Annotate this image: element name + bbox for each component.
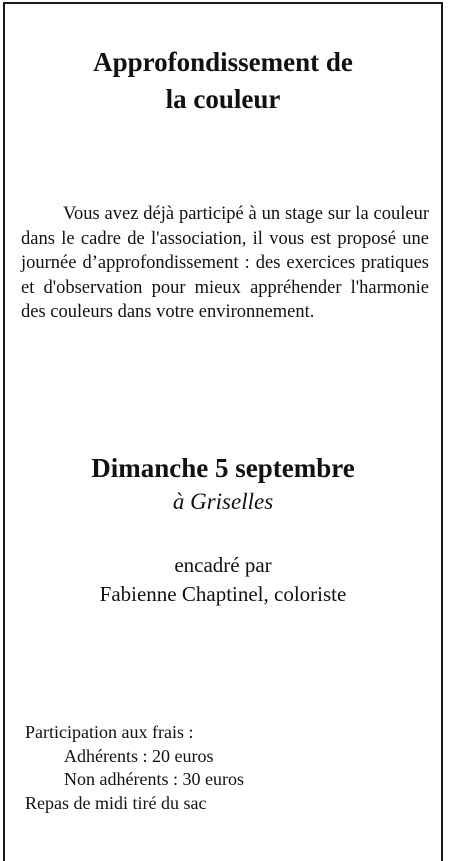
supervisor-name: Fabienne Chaptinel, coloriste bbox=[99, 582, 347, 606]
supervised-by-label: encadré par bbox=[174, 553, 272, 577]
event-date: Dimanche 5 septembre bbox=[91, 453, 355, 483]
page-title bbox=[5, 44, 441, 118]
fee-members: Adhérents : 20 euros bbox=[64, 745, 214, 766]
title-line-1: Approfondissement de bbox=[93, 47, 353, 77]
intro-paragraph: Vous avez déjà participé à un stage sur la couleur dans le cadre de l'association, il vous est proposé une journée d’approfondissement : des exercices pratiques et d'observation pour mieux appréhender l'harmonie des couleurs dans votre environnement. bbox=[21, 204, 429, 322]
fee-non-members: Non adhérents : 30 euros bbox=[64, 769, 244, 789]
event-place: à Griselles bbox=[172, 489, 274, 514]
lunch-note: Repas de midi tiré du sac bbox=[25, 792, 207, 813]
flyer-frame bbox=[3, 2, 443, 861]
title-line-2: la couleur bbox=[165, 84, 281, 114]
fees-section bbox=[25, 721, 244, 815]
fees-heading: Participation aux frais : bbox=[25, 722, 194, 742]
